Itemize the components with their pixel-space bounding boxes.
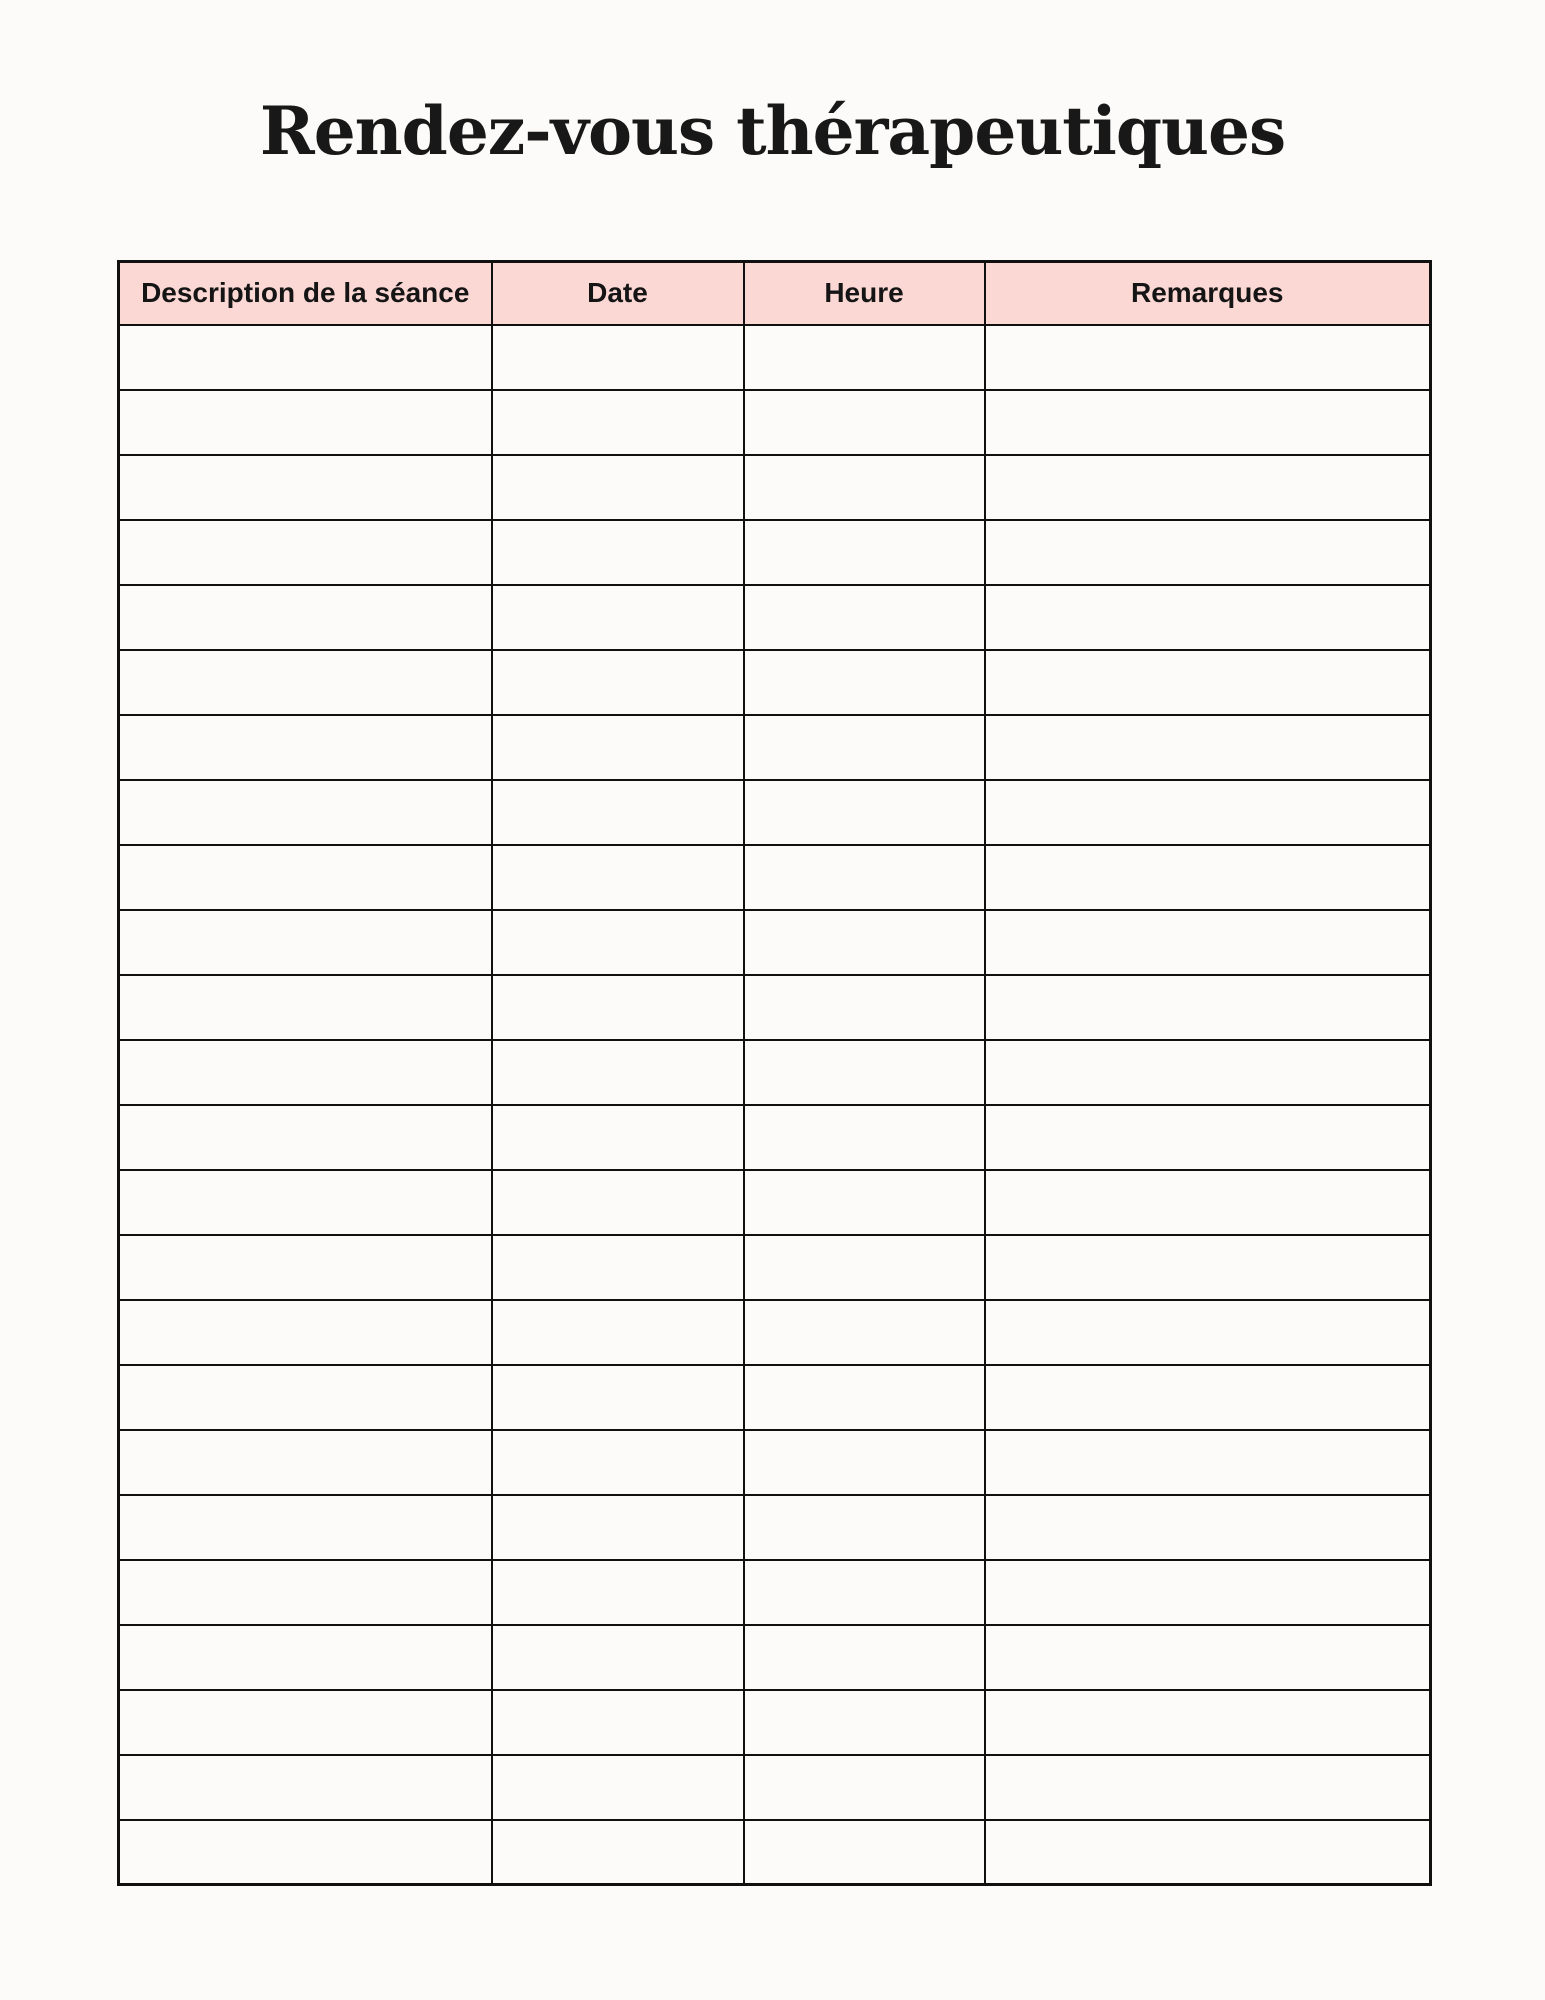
- table-row: [119, 1040, 1431, 1105]
- table-row: [119, 1235, 1431, 1300]
- table-row: [119, 455, 1431, 520]
- cell-session-description[interactable]: [119, 845, 492, 910]
- col-header-remarks: Remarques: [985, 262, 1431, 325]
- cell-date[interactable]: [492, 910, 744, 975]
- cell-session-description[interactable]: [119, 1430, 492, 1495]
- cell-remarks[interactable]: [985, 1365, 1431, 1430]
- cell-time[interactable]: [744, 1755, 985, 1820]
- cell-date[interactable]: [492, 1365, 744, 1430]
- table-row: [119, 1560, 1431, 1625]
- table-row: [119, 650, 1431, 715]
- cell-session-description[interactable]: [119, 1170, 492, 1235]
- cell-remarks[interactable]: [985, 1820, 1431, 1885]
- cell-date[interactable]: [492, 1105, 744, 1170]
- cell-session-description[interactable]: [119, 1105, 492, 1170]
- cell-time[interactable]: [744, 455, 985, 520]
- cell-session-description[interactable]: [119, 1560, 492, 1625]
- cell-remarks[interactable]: [985, 1495, 1431, 1560]
- cell-date[interactable]: [492, 1560, 744, 1625]
- cell-session-description[interactable]: [119, 1755, 492, 1820]
- cell-remarks[interactable]: [985, 975, 1431, 1040]
- cell-session-description[interactable]: [119, 520, 492, 585]
- cell-remarks[interactable]: [985, 1430, 1431, 1495]
- cell-time[interactable]: [744, 1235, 985, 1300]
- cell-remarks[interactable]: [985, 325, 1431, 390]
- cell-session-description[interactable]: [119, 975, 492, 1040]
- table-row: [119, 1755, 1431, 1820]
- cell-time[interactable]: [744, 1105, 985, 1170]
- cell-remarks[interactable]: [985, 390, 1431, 455]
- table-row: [119, 1365, 1431, 1430]
- cell-remarks[interactable]: [985, 910, 1431, 975]
- cell-session-description[interactable]: [119, 1690, 492, 1755]
- table-row: [119, 1495, 1431, 1560]
- cell-time[interactable]: [744, 780, 985, 845]
- cell-time[interactable]: [744, 585, 985, 650]
- cell-remarks[interactable]: [985, 1235, 1431, 1300]
- table-row: [119, 715, 1431, 780]
- col-header-time: Heure: [744, 262, 985, 325]
- cell-date[interactable]: [492, 1820, 744, 1885]
- table-row: [119, 845, 1431, 910]
- table-row: [119, 1170, 1431, 1235]
- cell-remarks[interactable]: [985, 1040, 1431, 1105]
- cell-session-description[interactable]: [119, 1235, 492, 1300]
- table-row: [119, 780, 1431, 845]
- cell-time[interactable]: [744, 1690, 985, 1755]
- cell-remarks[interactable]: [985, 715, 1431, 780]
- cell-session-description[interactable]: [119, 325, 492, 390]
- cell-session-description[interactable]: [119, 910, 492, 975]
- cell-session-description[interactable]: [119, 1495, 492, 1560]
- cell-date[interactable]: [492, 715, 744, 780]
- cell-session-description[interactable]: [119, 585, 492, 650]
- table-row: [119, 1625, 1431, 1690]
- cell-time[interactable]: [744, 1625, 985, 1690]
- cell-remarks[interactable]: [985, 1300, 1431, 1365]
- cell-date[interactable]: [492, 1235, 744, 1300]
- cell-date[interactable]: [492, 650, 744, 715]
- table-row: [119, 1430, 1431, 1495]
- cell-time[interactable]: [744, 845, 985, 910]
- cell-date[interactable]: [492, 520, 744, 585]
- table-row: [119, 585, 1431, 650]
- cell-session-description[interactable]: [119, 1820, 492, 1885]
- table-row: [119, 1820, 1431, 1885]
- col-header-session-description: Description de la séance: [119, 262, 492, 325]
- table-header-row: [119, 262, 1431, 325]
- cell-remarks[interactable]: [985, 845, 1431, 910]
- cell-time[interactable]: [744, 1430, 985, 1495]
- cell-remarks[interactable]: [985, 780, 1431, 845]
- cell-date[interactable]: [492, 1495, 744, 1560]
- cell-time[interactable]: [744, 1560, 985, 1625]
- cell-date[interactable]: [492, 1755, 744, 1820]
- cell-session-description[interactable]: [119, 1365, 492, 1430]
- cell-date[interactable]: [492, 1170, 744, 1235]
- cell-date[interactable]: [492, 1690, 744, 1755]
- cell-time[interactable]: [744, 1365, 985, 1430]
- cell-time[interactable]: [744, 650, 985, 715]
- cell-date[interactable]: [492, 455, 744, 520]
- cell-date[interactable]: [492, 975, 744, 1040]
- table-row: [119, 390, 1431, 455]
- cell-time[interactable]: [744, 325, 985, 390]
- cell-time[interactable]: [744, 715, 985, 780]
- cell-remarks[interactable]: [985, 1755, 1431, 1820]
- cell-date[interactable]: [492, 585, 744, 650]
- cell-session-description[interactable]: [119, 650, 492, 715]
- appointments-grid: [117, 260, 1432, 1886]
- cell-remarks[interactable]: [985, 585, 1431, 650]
- appointments-table: [117, 260, 1429, 1886]
- cell-remarks[interactable]: [985, 1625, 1431, 1690]
- table-row: [119, 1690, 1431, 1755]
- cell-session-description[interactable]: [119, 1625, 492, 1690]
- cell-session-description[interactable]: [119, 780, 492, 845]
- cell-date[interactable]: [492, 1625, 744, 1690]
- cell-remarks[interactable]: [985, 1560, 1431, 1625]
- table-row: [119, 975, 1431, 1040]
- cell-time[interactable]: [744, 1495, 985, 1560]
- cell-date[interactable]: [492, 325, 744, 390]
- cell-date[interactable]: [492, 1430, 744, 1495]
- cell-date[interactable]: [492, 390, 744, 455]
- cell-date[interactable]: [492, 1300, 744, 1365]
- cell-date[interactable]: [492, 780, 744, 845]
- table-row: [119, 1300, 1431, 1365]
- cell-remarks[interactable]: [985, 455, 1431, 520]
- cell-remarks[interactable]: [985, 520, 1431, 585]
- cell-time[interactable]: [744, 975, 985, 1040]
- cell-time[interactable]: [744, 520, 985, 585]
- cell-time[interactable]: [744, 1820, 985, 1885]
- table-body: [119, 325, 1431, 1885]
- cell-session-description[interactable]: [119, 1300, 492, 1365]
- cell-date[interactable]: [492, 845, 744, 910]
- table-row: [119, 520, 1431, 585]
- cell-remarks[interactable]: [985, 1170, 1431, 1235]
- table-row: [119, 1105, 1431, 1170]
- cell-session-description[interactable]: [119, 1040, 492, 1105]
- cell-remarks[interactable]: [985, 650, 1431, 715]
- cell-remarks[interactable]: [985, 1690, 1431, 1755]
- col-header-date: Date: [492, 262, 744, 325]
- table-row: [119, 910, 1431, 975]
- table-row: [119, 325, 1431, 390]
- cell-session-description[interactable]: [119, 390, 492, 455]
- cell-time[interactable]: [744, 1300, 985, 1365]
- cell-time[interactable]: [744, 390, 985, 455]
- page-title: Rendez-vous thérapeutiques: [259, 92, 1286, 170]
- cell-time[interactable]: [744, 1170, 985, 1235]
- cell-time[interactable]: [744, 910, 985, 975]
- cell-remarks[interactable]: [985, 1105, 1431, 1170]
- cell-session-description[interactable]: [119, 715, 492, 780]
- cell-time[interactable]: [744, 1040, 985, 1105]
- cell-date[interactable]: [492, 1040, 744, 1105]
- cell-session-description[interactable]: [119, 455, 492, 520]
